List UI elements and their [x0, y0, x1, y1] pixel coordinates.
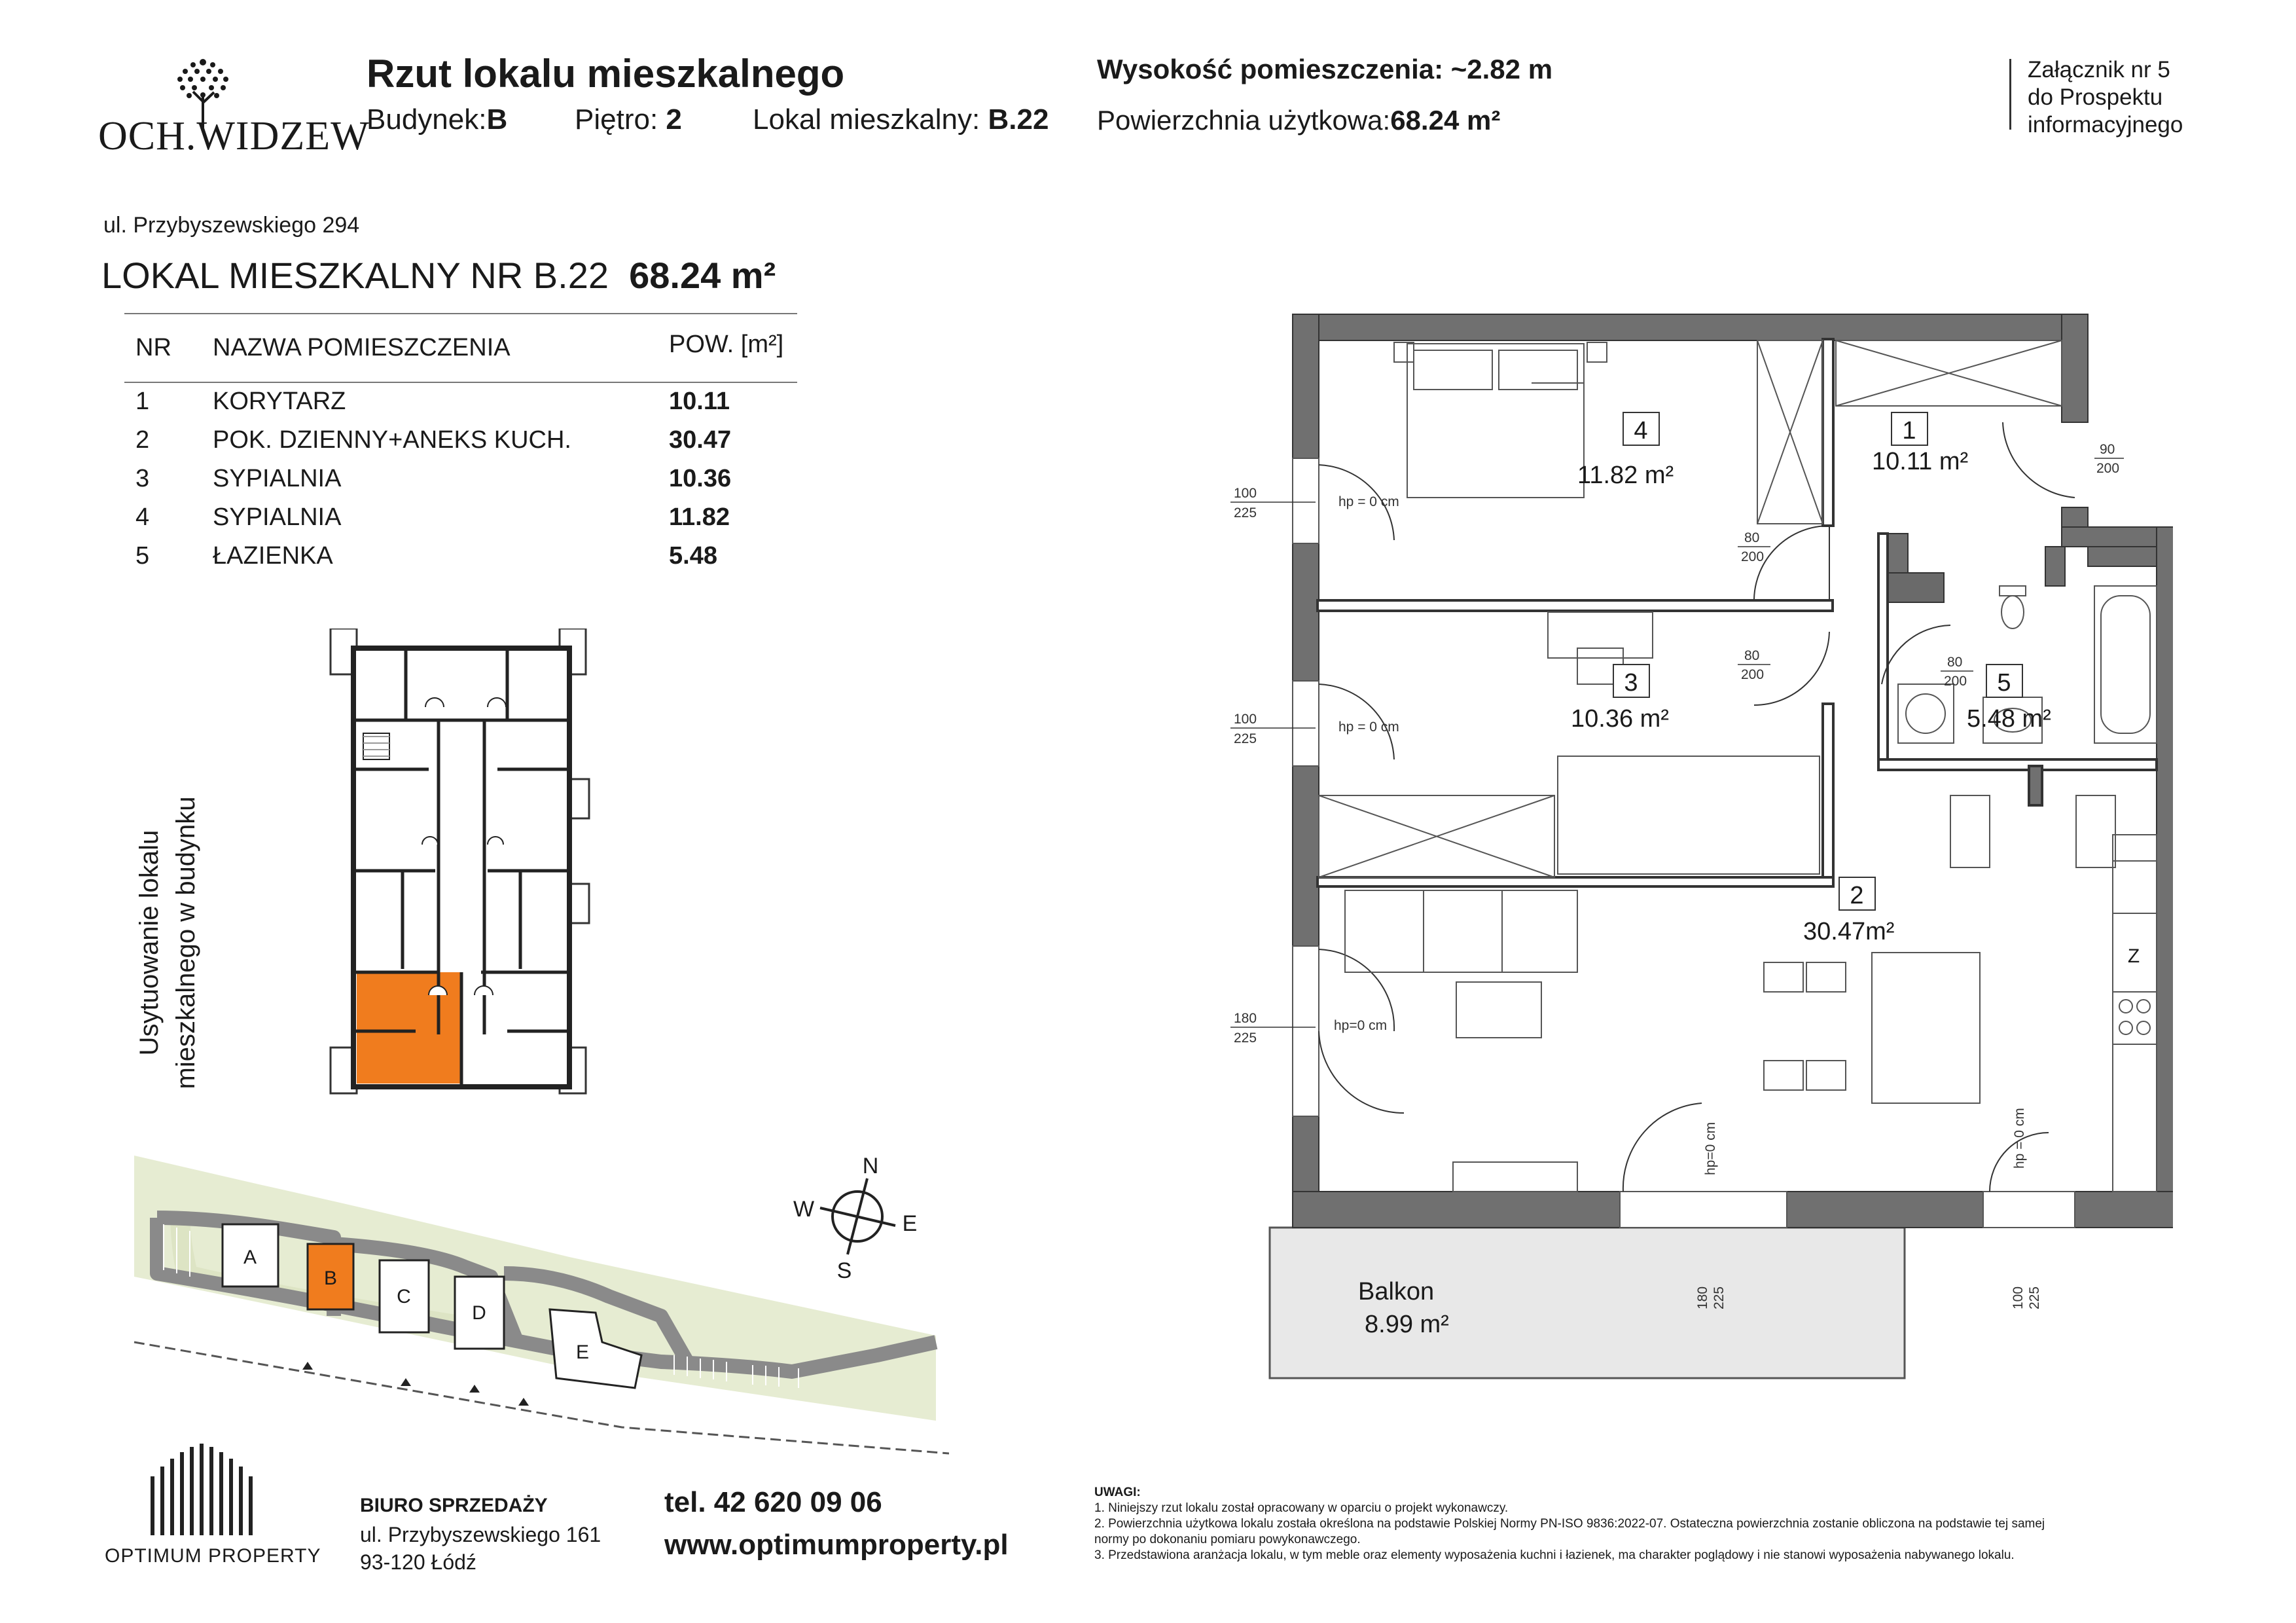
window-3-hp: hp=0 cm	[1334, 1018, 1388, 1033]
compass-e: E	[902, 1211, 918, 1236]
building-icon	[98, 1440, 308, 1539]
room-number-5: 5	[1997, 669, 2011, 697]
building-label-a: A	[243, 1247, 257, 1268]
room-number-2: 2	[1850, 882, 1864, 909]
door-1-width: 80	[1744, 530, 1760, 545]
window-3-height: 225	[1234, 1030, 1257, 1046]
compass-w: W	[793, 1197, 815, 1222]
sales-office-address: ul. Przybyszewskiego 161 93-120 Łódź	[360, 1523, 601, 1574]
door-2-height: 200	[1741, 667, 1765, 682]
compass-s: S	[836, 1258, 852, 1283]
door-3-width: 80	[1947, 655, 1963, 670]
door-1-height: 200	[1741, 549, 1765, 564]
usable-area: Powierzchnia użytkowa:68.24 m²	[1097, 105, 1501, 136]
och-widzew-logo	[98, 56, 370, 160]
table-top-rule	[124, 313, 797, 314]
annex-note: Załącznik nr 5 do Prospektu informacyjnego	[2028, 57, 2183, 137]
balcony-label: Balkon	[1358, 1278, 1435, 1305]
building-label-b: B	[323, 1267, 338, 1289]
window-1-width: 100	[1234, 486, 1257, 501]
location-caption: Usytuowanie lokalu mieszkalnego w budynku	[135, 796, 200, 1089]
door-2-width: 80	[1744, 648, 1760, 663]
highlighted-unit	[357, 972, 461, 1084]
header-separator	[2009, 59, 2011, 130]
optimum-property-logo	[98, 1440, 321, 1571]
window-2-hp: hp = 0 cm	[1338, 720, 1399, 735]
room-area-1: 10.11 m²	[1872, 448, 1969, 475]
window-1-hp: hp = 0 cm	[1338, 494, 1399, 509]
window-1-height: 225	[1234, 505, 1257, 520]
table-header-name: NAZWA POMIESZCZENIA	[213, 334, 511, 361]
balcony-area: 8.99 m²	[1365, 1311, 1449, 1338]
building-label-c: C	[397, 1286, 411, 1307]
window-2-width: 100	[1234, 712, 1257, 727]
building-label-d: D	[472, 1302, 486, 1324]
brand-name: OCH.WIDZEW	[98, 114, 370, 158]
room-area-2: 30.47m²	[1803, 918, 1895, 945]
balcony-door-1-width: 180	[1695, 1286, 1710, 1309]
unit-info: Lokal mieszkalny: B.22	[753, 103, 1049, 136]
compass	[793, 1154, 917, 1283]
unit-title: LOKAL MIESZKALNY NR B.22 68.24 m²	[101, 255, 776, 296]
balcony-door-2-height: 225	[2027, 1286, 2042, 1309]
balcony-door-1-hp: hp=0 cm	[1703, 1122, 1718, 1175]
developer-name: OPTIMUM PROPERTY	[105, 1545, 321, 1567]
table-header-nr: NR	[135, 334, 171, 361]
balcony-door-1-height: 225	[1712, 1286, 1727, 1309]
fridge-label: Z	[2127, 945, 2140, 967]
room-height: Wysokość pomieszczenia: ~2.82 m	[1097, 54, 1553, 84]
balcony-door-2-width: 100	[2011, 1286, 2026, 1309]
room-area-3: 10.36 m²	[1571, 705, 1669, 733]
floor-plan	[1178, 298, 2173, 1411]
table-header-area: POW. [m²]	[669, 331, 784, 358]
balcony-door-2-hp: hp = 0 cm	[2012, 1108, 2027, 1169]
room-area-5: 5.48 m²	[1967, 705, 2051, 733]
room-number-4: 4	[1634, 417, 1648, 445]
window-3-width: 180	[1234, 1011, 1257, 1026]
site-map	[98, 1146, 949, 1460]
door-3-height: 200	[1944, 674, 1967, 689]
room-number-1: 1	[1902, 417, 1916, 445]
building-info: Budynek:B	[367, 103, 508, 136]
page-title: Rzut lokalu mieszkalnego	[367, 52, 845, 96]
building-label-e: E	[575, 1341, 590, 1363]
building-key-plan	[324, 629, 605, 1106]
table-header-rule	[124, 382, 797, 383]
window-2-height: 225	[1234, 731, 1257, 746]
door-4-width: 90	[2100, 442, 2115, 457]
door-4-height: 200	[2096, 461, 2120, 476]
room-number-3: 3	[1624, 669, 1638, 697]
floor-info: Piętro: 2	[575, 103, 682, 136]
sales-office-label: BIURO SPRZEDAŻY	[360, 1495, 548, 1516]
address: ul. Przybyszewskiego 294	[103, 213, 360, 238]
website-link[interactable]: www.optimumproperty.pl	[664, 1529, 1009, 1561]
notes: UWAGI: 1. Niniejszy rzut lokalu został opracowany w oparciu o projekt wykonawczy. 2. Powierzchnia użytkowa lokalu została określona na podstawie Polskiej Normy PN-ISO 9836:2022-07. Ostateczna powierzchnia zostanie obliczona na podstawie tej samej normy po dokonaniu pomiaru powykonawczego. 3. Przedstawiona aranżacja lokalu, w tym meble oraz elementy wyposażenia kuchni i łazienek, ma charakter poglądowy i nie stanowi wyposażenia nabywanego lokalu.	[1094, 1486, 2045, 1562]
room-area-4: 11.82 m²	[1577, 462, 1674, 489]
phone-link[interactable]: tel. 42 620 09 06	[664, 1486, 882, 1518]
compass-n: N	[862, 1154, 879, 1178]
